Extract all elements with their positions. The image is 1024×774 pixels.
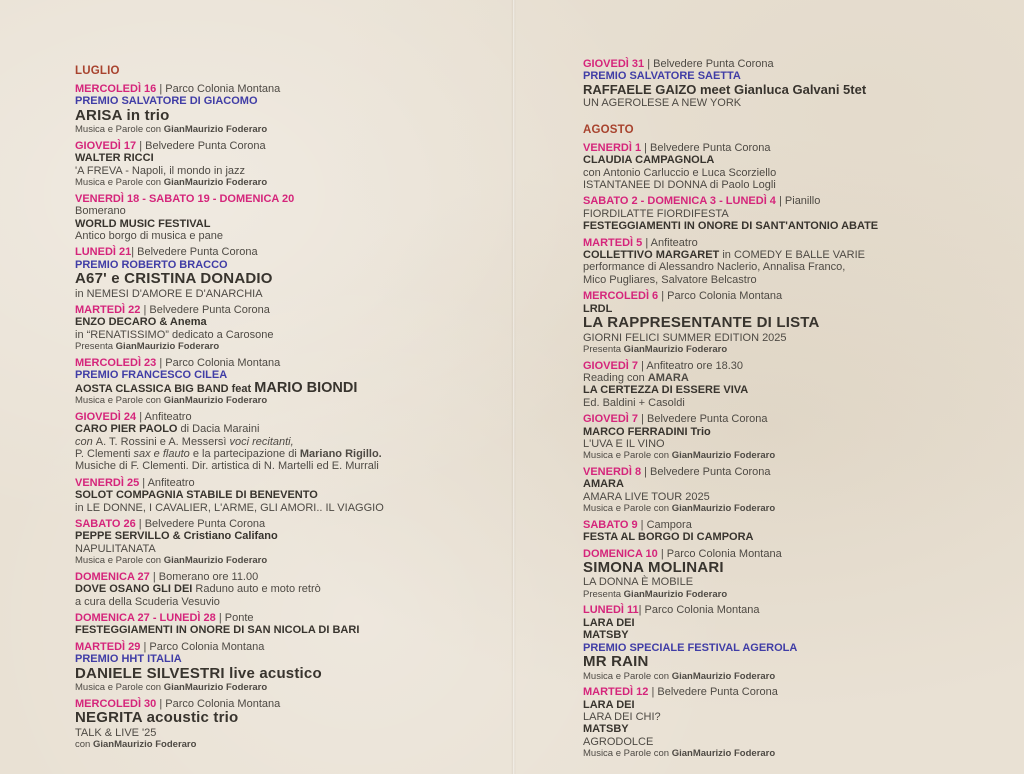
event-date-line: GIOVEDÌ 7 | Anfiteatro ore 18.30 [583, 359, 744, 372]
event-date-line: GIOVEDÌ 7 | Belvedere Punta Corona [583, 413, 768, 426]
event-title-large: ARISA in trio [75, 106, 170, 124]
award-label: PREMIO HHT ITALIA [75, 653, 182, 666]
event-date-line: VENERDÌ 8 | Belvedere Punta Corona [583, 465, 771, 478]
event-date-line: VENERDÌ 18 - SABATO 19 - DOMENICA 20 [75, 192, 295, 205]
event-lunedi-21 [75, 246, 482, 300]
event-title: COLLETTIVO MARGARET in COMEDY E BALLE VARIE [583, 248, 865, 261]
event-title-large: LA RAPPRESENTANTE DI LISTA [583, 314, 820, 331]
event-credits: Musica e Parole con GianMaurizio Foderaro [75, 177, 268, 189]
event-detail: AMARA LIVE TOUR 2025 [583, 490, 710, 503]
event-sabato-26 [75, 518, 482, 567]
award-label: PREMIO ROBERTO BRACCO [75, 258, 228, 271]
event-title: AOSTA CLASSICA BIG BAND feat MARIO BIONDI [75, 379, 358, 396]
award-label: PREMIO SALVATORE SAETTA [583, 70, 741, 83]
event-title-large: SIMONA MOLINARI [583, 558, 724, 576]
month-label: LUGLIO [75, 65, 120, 77]
event-date-line: MARTEDÌ 29 | Parco Colonia Montana [75, 640, 265, 653]
event-date-line: VENERDÌ 25 | Anfiteatro [75, 476, 195, 489]
award-label: PREMIO SALVATORE DI GIACOMO [75, 95, 258, 108]
event-date-line: GIOVEDÌ 24 | Anfiteatro [75, 410, 192, 423]
event-detail: performance di Alessandro Naclerio, Annalisa Franco, [583, 261, 846, 274]
event-mercoledi-16 [75, 83, 482, 136]
event-martedi-5 [583, 237, 994, 287]
event-title: FESTA AL BORGO DI CAMPORA [583, 531, 754, 544]
event-title: PEPPE SERVILLO & Cristiano Califano [75, 530, 278, 543]
event-detail: NAPULITANATA [75, 542, 156, 555]
event-sabato-9 [583, 519, 994, 544]
event-date-line: DOMENICA 10 | Parco Colonia Montana [583, 547, 782, 560]
event-date-line: MERCOLEDÌ 30 | Parco Colonia Montana [75, 697, 281, 710]
event-credits: Musica e Parole con GianMaurizio Foderaro [583, 450, 776, 462]
event-detail: LARA DEI CHI? [583, 711, 661, 723]
event-title: SOLOT COMPAGNIA STABILE DI BENEVENTO [75, 489, 318, 502]
event-date-line: VENERDÌ 1 | Belvedere Punta Corona [583, 141, 771, 154]
event-mercoledi-6 [583, 290, 994, 355]
event-sabato-2-lunedi-4 [583, 195, 994, 232]
event-credits: Presenta GianMaurizio Foderaro [583, 588, 728, 600]
month-header-agosto [583, 123, 994, 138]
event-venerdi-8 [583, 466, 994, 515]
event-title: MATSBY [583, 723, 629, 736]
event-title-large: DANIELE SILVESTRI live acustico [75, 664, 322, 682]
event-mercoledi-30 [75, 698, 482, 751]
event-title: FESTEGGIAMENTI IN ONORE DI SANT'ANTONIO ABATE [583, 220, 879, 233]
event-title: LRDL [583, 302, 613, 315]
event-date-line: MARTEDÌ 5 | Anfiteatro [583, 236, 698, 249]
event-credits: Musica e Parole con GianMaurizio Foderaro [75, 682, 268, 694]
event-detail: Antico borgo di musica e pane [75, 229, 223, 242]
event-giovedi-31 [583, 58, 994, 110]
event-date-line: LUNEDÌ 11| Parco Colonia Montana [583, 604, 760, 617]
event-date-line: GIOVEDÌ 31 | Belvedere Punta Corona [583, 58, 774, 70]
event-title: MATSBY [583, 629, 629, 642]
event-title: WORLD MUSIC FESTIVAL [75, 217, 211, 230]
event-venerdi-25 [75, 477, 482, 514]
event-title: LA CERTEZZA DI ESSERE VIVA [583, 384, 749, 397]
event-date-line: LUNEDÌ 21| Belvedere Punta Corona [75, 246, 258, 259]
event-title: CLAUDIA CAMPAGNOLA [583, 154, 715, 167]
event-detail: TALK & LIVE '25 [75, 726, 157, 739]
event-venerdi-18-20 [75, 193, 482, 243]
event-credits: con GianMaurizio Foderaro [75, 739, 197, 750]
event-detail: GIORNI FELICI SUMMER EDITION 2025 [583, 331, 787, 344]
event-date-line: SABATO 2 - DOMENICA 3 - LUNEDÌ 4 | Pianillo [583, 195, 821, 208]
event-title: AMARA [583, 478, 624, 491]
event-detail: Bomerano [75, 205, 126, 218]
event-martedi-12 [583, 686, 994, 760]
event-title-medium: RAFFAELE GAIZO meet Gianluca Galvani 5tet [583, 81, 867, 97]
month-header-luglio [75, 64, 482, 79]
event-date-line: MARTEDÌ 12 | Belvedere Punta Corona [583, 686, 778, 699]
event-detail: con A. T. Rossini e A. Messersì voci recitanti, [75, 435, 294, 448]
event-detail: ISTANTANEE DI DONNA di Paolo Logli [583, 178, 776, 191]
month-label: AGOSTO [583, 123, 634, 136]
event-domenica-27 [75, 571, 482, 608]
event-detail: Ed. Baldini + Casoldi [583, 396, 685, 409]
event-title: FESTEGGIAMENTI IN ONORE DI SAN NICOLA DI BARI [75, 624, 360, 637]
page-right [512, 0, 1024, 774]
event-credits: Musica e Parole con GianMaurizio Foderaro [75, 555, 268, 567]
event-title: CARO PIER PAOLO di Dacia Maraini [75, 423, 260, 436]
event-detail: Musiche di F. Clementi. Dir. artistica di N. Martelli ed E. Murrali [75, 460, 379, 473]
event-title: LARA DEI [583, 698, 635, 711]
event-domenica-10 [583, 548, 994, 601]
event-domenica-27-lunedi-28 [75, 612, 482, 637]
event-detail: Mico Pugliares, Salvatore Belcastro [583, 273, 757, 286]
event-title: LARA DEI [583, 616, 635, 629]
event-detail: LA DONNA È MOBILE [583, 576, 694, 589]
event-venerdi-1 [583, 142, 994, 192]
event-martedi-22 [75, 304, 482, 353]
event-detail: AGRODOLCE [583, 735, 654, 748]
event-detail: FIORDILATTE FIORDIFESTA [583, 207, 729, 220]
event-title: ENZO DECARO & Anema [75, 316, 207, 329]
event-mercoledi-23 [75, 357, 482, 407]
event-credits: Musica e Parole con GianMaurizio Foderaro [583, 503, 776, 515]
event-martedi-29 [75, 641, 482, 694]
event-date-line: GIOVEDÌ 17 | Belvedere Punta Corona [75, 139, 266, 152]
event-giovedi-7-anfiteatro [583, 360, 994, 410]
event-date-line: MERCOLEDÌ 23 | Parco Colonia Montana [75, 356, 281, 369]
event-detail: UN AGEROLESE A NEW YORK [583, 97, 742, 110]
event-title-large: MR RAIN [583, 653, 649, 671]
event-date-line: MERCOLEDÌ 16 | Parco Colonia Montana [75, 83, 281, 95]
event-detail: in “RENATISSIMO” dedicato a Carosone [75, 328, 274, 341]
event-detail: in LE DONNE, I CAVALIER, L'ARME, GLI AMORI.. IL VIAGGIO [75, 501, 384, 514]
event-detail: a cura della Scuderia Vesuvio [75, 595, 220, 608]
event-title-large: NEGRITA acoustic trio [75, 709, 239, 727]
event-date-line: DOMENICA 27 - LUNEDÌ 28 | Ponte [75, 611, 254, 624]
event-date-line: MARTEDÌ 22 | Belvedere Punta Corona [75, 304, 270, 317]
event-title: WALTER RICCI [75, 152, 154, 165]
event-credits: Musica e Parole con GianMaurizio Foderaro [583, 748, 776, 760]
event-title: MARCO FERRADINI Trio [583, 425, 711, 438]
event-giovedi-24 [75, 411, 482, 473]
event-credits: Presenta GianMaurizio Foderaro [583, 343, 728, 355]
event-detail: Reading con AMARA [583, 371, 689, 384]
event-date-line: SABATO 9 | Campora [583, 518, 692, 531]
event-lunedi-11 [583, 604, 994, 682]
event-credits: Musica e Parole con GianMaurizio Foderaro [583, 670, 776, 682]
event-credits: Musica e Parole con GianMaurizio Foderaro [75, 124, 268, 136]
event-date-line: MERCOLEDÌ 6 | Parco Colonia Montana [583, 290, 783, 303]
event-date-line: DOMENICA 27 | Bomerano ore 11.00 [75, 570, 259, 583]
event-credits: Musica e Parole con GianMaurizio Foderaro [75, 395, 268, 407]
event-detail: in NEMESI D'AMORE E D'ANARCHIA [75, 287, 263, 300]
event-detail: P. Clementi sax e flauto e la partecipazione di Mariano Rigillo. [75, 447, 382, 460]
event-date-line: SABATO 26 | Belvedere Punta Corona [75, 517, 266, 530]
award-label: PREMIO SPECIALE FESTIVAL AGEROLA [583, 641, 798, 654]
event-detail: con Antonio Carluccio e Luca Scorziello [583, 166, 777, 179]
event-title: DOVE OSANO GLI DEI Raduno auto e moto retrò [75, 583, 321, 596]
event-title-large: A67' e CRISTINA DONADIO [75, 270, 273, 288]
event-giovedi-17 [75, 140, 482, 189]
award-label: PREMIO FRANCESCO CILEA [75, 369, 228, 382]
event-detail: L'UVA E IL VINO [583, 437, 665, 450]
event-credits: Presenta GianMaurizio Foderaro [75, 341, 220, 353]
event-detail: 'A FREVA - Napoli, il mondo in jazz [75, 164, 246, 177]
event-giovedi-7-belvedere [583, 413, 994, 462]
